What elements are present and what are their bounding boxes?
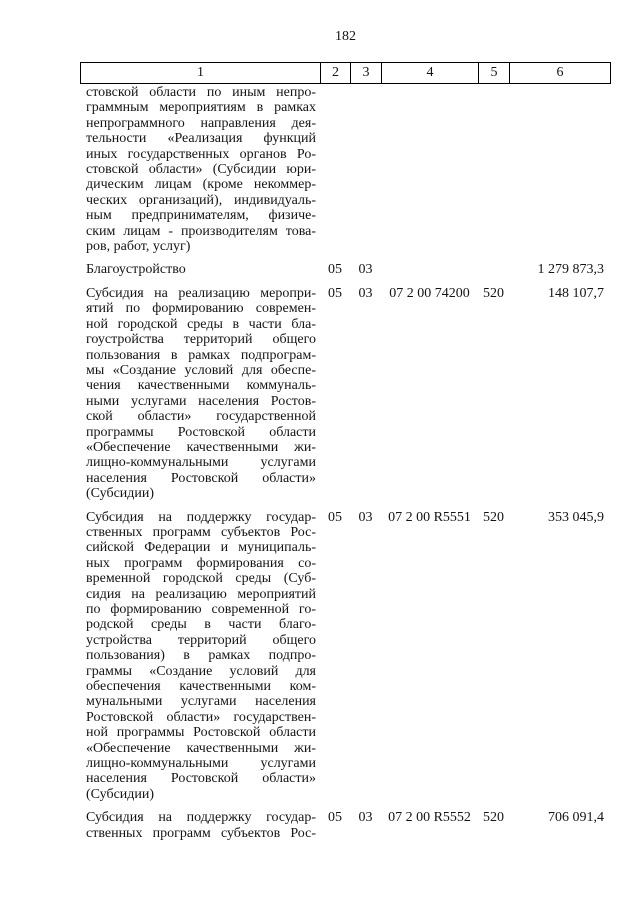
page-number: 182 (335, 29, 356, 44)
text-line: стовской области» (Субсидии юри- (86, 162, 316, 178)
table-row (80, 85, 611, 254)
header-cell-6: 6 (509, 62, 611, 84)
table-header-row (80, 62, 611, 84)
cell-section: 05 (328, 262, 342, 278)
row-description (80, 810, 320, 841)
cell-amount: 148 107,7 (548, 285, 604, 301)
text-line: «Обеспечение качественными жи- (86, 740, 316, 756)
text-line: Субсидия на реализацию меропри- (86, 285, 316, 301)
text-line: населения Ростовской области» (86, 470, 316, 486)
text-line: ным предпринимателям, физиче- (86, 208, 316, 224)
header-cell-1: 1 (80, 62, 320, 84)
text-line: Субсидия на поддержку государ- (86, 810, 316, 826)
text-line: ственных программ субъектов Рос- (86, 825, 316, 841)
cell-subsection: 03 (358, 509, 373, 525)
text-line: «Обеспечение качественными жи- (86, 439, 316, 455)
cell-target-item (381, 85, 478, 254)
text-line: дическим лицам (кроме некоммер- (86, 177, 316, 193)
cell-amount: 706 091,4 (548, 810, 604, 826)
cell-section (320, 85, 350, 254)
text-line: ной городской среды в части бла- (86, 316, 316, 332)
cell-target-item: 07 2 00 R5551 (388, 509, 471, 525)
text-line: лищно-коммунальными услугами (86, 455, 316, 471)
cell-subsection: 03 (358, 262, 373, 278)
text-line: ческих организаций), индивидуаль- (86, 192, 316, 208)
text-line: ных программ формирования со- (86, 555, 316, 571)
text-line: ским лицам - производителям това- (86, 223, 316, 239)
cell-expense-type: 520 (483, 509, 504, 525)
text-line: Субсидия на поддержку государ- (86, 509, 316, 525)
table-row (80, 810, 611, 841)
cell-subsection: 03 (358, 285, 373, 301)
cell-subsection: 03 (358, 810, 373, 826)
cell-amount: 1 279 873,3 (537, 262, 604, 278)
text-line: стовской области по иным непро- (86, 85, 316, 100)
text-line: лищно-коммунальными услугами (86, 756, 316, 772)
text-line: иных государственных органов Ро- (86, 146, 316, 162)
text-line: граммы «Создание условий для (86, 663, 316, 679)
cell-expense-type (478, 262, 509, 277)
text-line: населения Ростовской области» (86, 771, 316, 787)
cell-section: 05 (328, 509, 342, 525)
header-cell-3: 3 (350, 62, 381, 84)
text-line: ятий по формированию современ- (86, 301, 316, 317)
cell-subsection (350, 85, 381, 254)
row-description (80, 510, 320, 803)
text-line: ной программы Ростовской области (86, 725, 316, 741)
table-row (80, 286, 611, 502)
text-line: Благоустройство (86, 262, 186, 278)
cell-expense-type (478, 85, 509, 254)
text-line: граммным мероприятиям в рамках (86, 100, 316, 116)
text-line: ственных программ субъектов Рос- (86, 524, 316, 540)
text-line: временной городской среды (Суб- (86, 571, 316, 587)
cell-expense-type: 520 (483, 285, 504, 301)
text-line: программы Ростовской области (86, 424, 316, 440)
cell-expense-type: 520 (483, 810, 504, 826)
cell-amount: 353 045,9 (548, 509, 604, 525)
cell-amount (509, 85, 611, 254)
cell-section: 05 (328, 285, 342, 301)
text-line: (Субсидии) (86, 786, 155, 802)
header-cell-2: 2 (320, 62, 350, 84)
cell-target-item: 07 2 00 R5552 (388, 810, 471, 826)
row-description (80, 262, 320, 277)
table-row (80, 262, 611, 277)
header-cell-4: 4 (381, 62, 478, 84)
text-line: (Субсидии) (86, 486, 155, 502)
text-line: пользования в рамках подпрограм- (86, 347, 316, 363)
row-description (80, 286, 320, 502)
text-line: пользования) в рамках подпро- (86, 648, 316, 664)
table-row (80, 510, 611, 803)
text-line: устройства территорий общего (86, 632, 316, 648)
text-line: сийской Федерации и муниципаль- (86, 540, 316, 556)
text-line: непрограммного направления дея- (86, 115, 316, 131)
row-description (80, 85, 320, 254)
text-line: мунальными услугами населения (86, 694, 316, 710)
text-line: гоустройства территорий общего (86, 332, 316, 348)
text-line: ской области» государственной (86, 409, 316, 425)
cell-target-item (381, 262, 478, 277)
text-line: чения качественными коммуналь- (86, 378, 316, 394)
text-line: ными услугами населения Ростов- (86, 393, 316, 409)
cell-target-item: 07 2 00 74200 (389, 285, 470, 301)
text-line: мы «Создание условий для обеспе- (86, 362, 316, 378)
text-line: ров, работ, услуг) (86, 239, 191, 255)
text-line: родской среды в части благо- (86, 617, 316, 633)
text-line: сидия на реализацию мероприятий (86, 586, 316, 602)
text-line: по формированию современной го- (86, 602, 316, 617)
text-line: Ростовской области» государствен- (86, 709, 316, 725)
cell-section: 05 (328, 810, 342, 826)
text-line: обеспечения качественными ком- (86, 679, 316, 695)
budget-table (80, 62, 611, 841)
text-line: тельности «Реализация функций (86, 131, 316, 147)
header-cell-5: 5 (478, 62, 509, 84)
